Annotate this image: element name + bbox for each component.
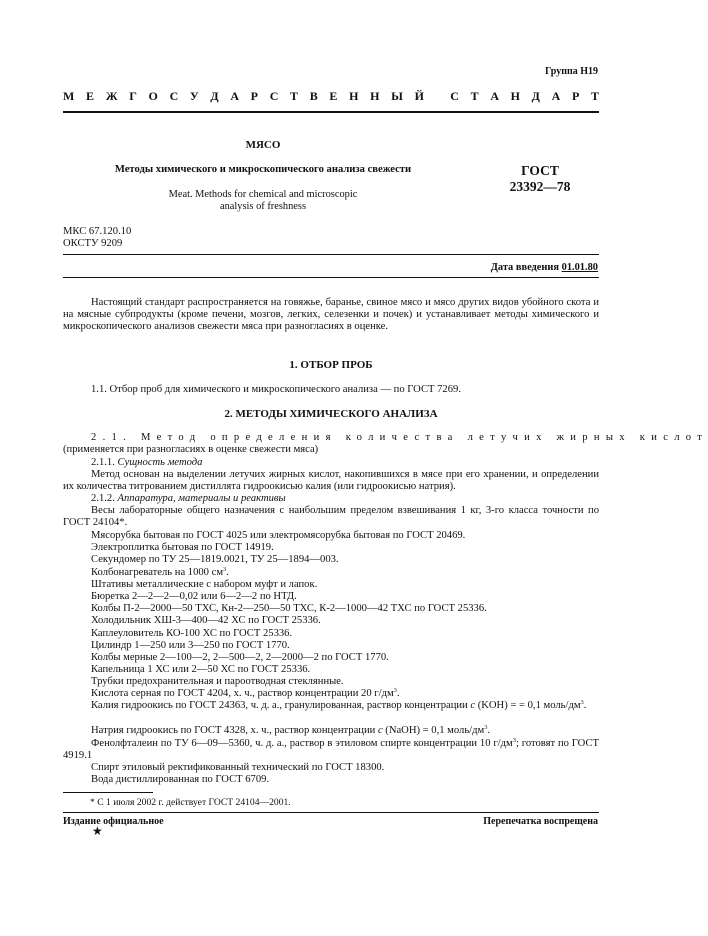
- paragraph-2-1-2-heading: [63, 493, 599, 505]
- paragraph-2-1: [63, 432, 708, 456]
- naoh-text: Натрия гидроокись по ГОСТ 4328, х. ч., раствор концентрации: [91, 725, 378, 736]
- intro-paragraph: Настоящий стандарт распространяется на говяжье, баранье, свиное мясо и мясо других видов убойного скота и на мясные субпродукты (кроме печени, мозгов, легких, селезенки и почек) и устанавливает методы химического и микроскопического анализов свежести мяса при разногласиях в оценке.: [63, 297, 599, 333]
- item-mincer: Мясорубка бытовая по ГОСТ 4025 или электромясорубка бытовая по ГОСТ 20469.: [91, 530, 466, 541]
- footnote: * С 1 июля 2002 г. действует ГОСТ 24104—2001.: [90, 797, 291, 808]
- item-stopwatch: Секундомер по ТУ 25—1819.0021, ТУ 25—1894—003.: [91, 554, 339, 565]
- banner-letter: О: [148, 89, 158, 103]
- item-heater: [63, 567, 599, 579]
- banner-letter: С: [269, 89, 279, 103]
- paragraph-2-1-1-heading: [63, 457, 599, 469]
- paragraph-1-1: 1.1. Отбор проб для химического и микроскопического анализа — по ГОСТ 7269.: [91, 384, 461, 395]
- item-dropper: Капельница 1 ХС или 2—50 ХС по ГОСТ 25336.: [91, 664, 311, 675]
- p211-title: Сущность метода: [117, 457, 203, 468]
- acid-text: Кислота серная по ГОСТ 4204, х. ч., раствор концентрации 20 г/дм: [91, 688, 394, 699]
- group-code: Группа Н19: [545, 66, 598, 77]
- banner-letter: Т: [290, 89, 299, 103]
- item-acid: [63, 688, 599, 700]
- section-2-heading: 2. МЕТОДЫ ХИМИЧЕСКОГО АНАЛИЗА: [224, 408, 438, 420]
- banner-letter: Д: [210, 89, 219, 103]
- p211-number: 2.1.1.: [91, 457, 115, 468]
- introduction-date: [400, 262, 598, 274]
- banner-letter: Т: [590, 89, 599, 103]
- banner-letter: Й: [414, 89, 424, 103]
- banner-letter: Р: [571, 89, 580, 103]
- mks-code: МКС 67.120.10: [63, 226, 132, 237]
- banner-letter: М: [63, 89, 75, 103]
- item-koh: [63, 700, 599, 712]
- acid-sup: 3: [393, 687, 397, 694]
- phenol-end: ; готовят по ГОСТ 4919.1: [63, 738, 599, 762]
- header-rule: [63, 111, 599, 113]
- method-title-spaced: 2.1. Метод определения количества летучих жирных кислот: [91, 432, 708, 443]
- item-burette: Бюретка 2—2—2—0,02 или 6—2—2 по НТД.: [91, 591, 297, 602]
- russian-title: Методы химического и микроскопического анализа свежести: [114, 164, 412, 175]
- banner-letter: С: [450, 89, 459, 103]
- official-edition: Издание официальное: [63, 816, 164, 827]
- p212-title: Аппаратура, материалы и реактивы: [117, 493, 286, 504]
- koh-end: .: [583, 700, 587, 711]
- date-label: Дата введения: [490, 262, 560, 273]
- banner-letter: Т: [470, 89, 479, 103]
- footnote-rule: [63, 792, 153, 793]
- section-1-heading: 1. ОТБОР ПРОБ: [289, 359, 373, 371]
- item-volumetric-flasks: Колбы мерные 2—100—2, 2—500—2, 2—2000—2 по ГОСТ 1770.: [91, 652, 389, 663]
- footer-rule: [63, 812, 599, 813]
- banner-letter: А: [230, 89, 239, 103]
- date-value: 01.01.80: [561, 262, 598, 273]
- codes-rule: [63, 254, 599, 255]
- item-phenolphthalein: [63, 738, 599, 762]
- koh-text-2: (KOH) = = 0,1 моль/дм: [475, 700, 581, 711]
- banner-letter: А: [490, 89, 499, 103]
- naoh-end: .: [487, 725, 491, 736]
- koh-text: Калия гидроокись по ГОСТ 24363, ч. д. а., гранулированная, раствор концентрации: [91, 700, 471, 711]
- banner-letter: Е: [86, 89, 95, 103]
- item-dropcatcher: Каплеуловитель КО-100 ХС по ГОСТ 25336.: [91, 628, 293, 639]
- item-cooler: Холодильник ХШ-3—400—42 ХС по ГОСТ 25336.: [91, 615, 321, 626]
- banner-letter: Н: [510, 89, 520, 103]
- reprint-forbidden: Перепечатка воспрещена: [483, 816, 598, 827]
- standard-banner: [63, 90, 599, 106]
- heater-text: Колбонагреватель на 1000 см: [91, 567, 224, 578]
- koh-sup: 3: [580, 699, 584, 706]
- naoh-c: c: [377, 725, 383, 736]
- item-tubes: Трубки предохранительная и пароотводная стеклянные.: [91, 676, 344, 687]
- banner-letter: Е: [329, 89, 338, 103]
- date-rule: [63, 277, 599, 278]
- heater-sup: 3: [223, 566, 227, 573]
- banner-letter: С: [169, 89, 179, 103]
- english-title-line-2: analysis of freshness: [220, 201, 306, 212]
- method-title-rest: (применяется при разногласиях в оценке свежести мяса): [63, 444, 319, 456]
- naoh-sup: 3: [484, 724, 488, 731]
- gost-label: ГОСТ: [521, 163, 559, 178]
- item-naoh: [63, 725, 599, 737]
- banner-letter: Д: [531, 89, 540, 103]
- banner-letter: Ж: [105, 89, 118, 103]
- item-stove: Электроплитка бытовая по ГОСТ 14919.: [91, 542, 274, 553]
- item-alcohol: Спирт этиловый ректификованный технический по ГОСТ 18300.: [91, 762, 385, 773]
- banner-letter: У: [189, 89, 199, 103]
- item-water: Вода дистиллированная по ГОСТ 6709.: [91, 774, 270, 785]
- item-scales: Весы лабораторные общего назначения с наибольшим пределом взвешивания 1 кг, 3-го класса точности по ГОСТ 24104*.: [63, 505, 599, 529]
- star-icon: ★: [92, 824, 103, 838]
- phenol-sup: 3: [512, 737, 516, 744]
- english-title-line-1: Meat. Methods for chemical and microscopic: [168, 189, 358, 200]
- banner-letter: Г: [129, 89, 137, 103]
- item-flasks: Колбы П-2—2000—50 ТХС, Кн-2—250—50 ТХС, К-2—1000—42 ТХС по ГОСТ 25336.: [91, 603, 487, 614]
- item-stands: Штативы металлические с набором муфт и лапок.: [91, 579, 318, 590]
- phenol-text: Фенолфталеин по ТУ 6—09—5360, ч. д. а., раствор в этиловом спирте концентрации 10 г/дм: [91, 738, 513, 749]
- topic-title: МЯСО: [245, 139, 281, 151]
- koh-c: c: [470, 700, 476, 711]
- heater-end: .: [226, 567, 229, 578]
- banner-letter: Н: [349, 89, 359, 103]
- paragraph-2-1-1-text: Метод основан на выделении летучих жирных кислот, накопившихся в мясе при его хранении, и определении их количества титрованием дистиллята гидроокисью калия (или гидроокисью натрия).: [63, 469, 599, 493]
- banner-letter: Р: [250, 89, 259, 103]
- acid-end: .: [396, 688, 400, 699]
- gost-number: 23392—78: [509, 179, 571, 194]
- banner-letter: А: [551, 89, 561, 103]
- banner-letter: Ы: [391, 89, 403, 103]
- banner-letter: [436, 90, 439, 106]
- naoh-text-2: (NaOH) = 0,1 моль/дм: [382, 725, 485, 736]
- banner-letter: Н: [370, 89, 380, 103]
- okstu-code: ОКСТУ 9209: [63, 238, 123, 249]
- item-cylinder: Цилиндр 1—250 или 3—250 по ГОСТ 1770.: [91, 640, 290, 651]
- banner-letter: В: [309, 89, 318, 103]
- p212-number: 2.1.2.: [91, 493, 115, 504]
